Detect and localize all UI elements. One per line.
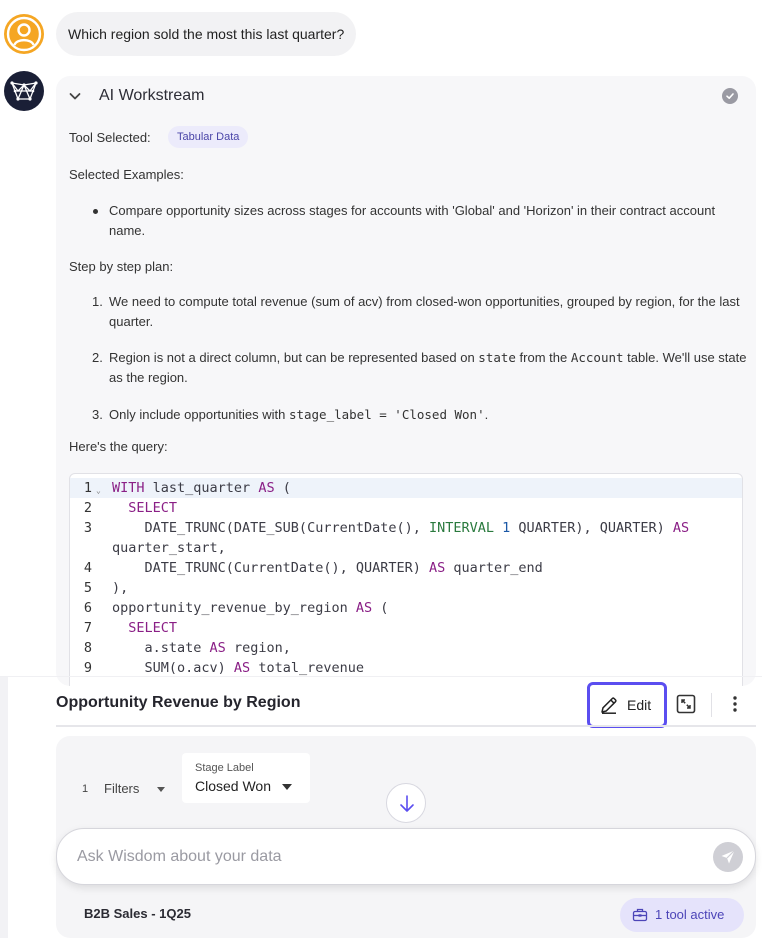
code-text: opportunity_revenue_by_region AS ( — [112, 600, 389, 616]
edit-label: Edit — [627, 697, 652, 713]
tool-active-label: 1 tool active — [655, 907, 725, 922]
panel-left-edge — [0, 677, 8, 938]
code-text: ), — [112, 580, 129, 596]
user-avatar — [4, 14, 44, 54]
plan-label: Step by step plan: — [69, 259, 174, 274]
filters-toggle[interactable]: Filters — [104, 781, 140, 796]
user-message: Which region sold the most this last quarter? — [56, 12, 356, 56]
scroll-down-button[interactable] — [386, 783, 426, 823]
filter-count: 1 — [82, 783, 89, 795]
send-button[interactable] — [713, 842, 743, 872]
pencil-icon — [599, 695, 619, 715]
send-icon — [720, 849, 736, 865]
code-line — [70, 518, 743, 538]
line-number: 5 — [83, 580, 92, 596]
line-number: 1 — [83, 480, 92, 496]
step-number: 3. — [92, 407, 103, 422]
code-line — [70, 558, 743, 578]
panel-divider — [0, 676, 762, 677]
ai-workstream-panel — [56, 76, 756, 686]
tool-selected-label: Tool Selected: — [69, 130, 151, 145]
fold-icon[interactable]: ⌄ — [96, 486, 101, 495]
line-number: 7 — [83, 620, 92, 636]
code-text: a.state AS region, — [112, 640, 291, 656]
code-text: DATE_TRUNC(DATE_SUB(CurrentDate(), INTERVAL 1 QUARTER), QUARTER) AS — [112, 520, 690, 536]
code-line — [70, 618, 743, 638]
assistant-avatar — [4, 71, 44, 111]
example-item: Compare opportunity sizes across stages for accounts with 'Global' and 'Horizon' in their contract account name. — [109, 203, 716, 238]
workstream-title: AI Workstream — [99, 87, 205, 104]
query-label: Here's the query: — [69, 439, 168, 454]
caret-down-icon[interactable] — [157, 787, 165, 792]
code-line — [70, 498, 743, 518]
stage-filter-value: Closed Won — [195, 778, 272, 794]
workstream-header[interactable] — [56, 76, 756, 116]
plan-step-1: We need to compute total revenue (sum of acv) from closed-won opportunities, grouped by region, for the last quarter. — [109, 294, 740, 329]
plan-step-3: Only include opportunities with stage_label = 'Closed Won'. — [109, 407, 489, 422]
chevron-down-icon[interactable] — [68, 89, 82, 103]
code-line — [70, 638, 743, 658]
line-number: 6 — [83, 600, 92, 616]
tool-active-button[interactable] — [620, 898, 744, 932]
line-number: 8 — [83, 640, 92, 656]
ask-input[interactable] — [77, 847, 677, 867]
step-number: 2. — [92, 350, 103, 365]
inline-code: stage_label = 'Closed Won' — [288, 407, 485, 422]
code-line — [70, 478, 743, 498]
dataset-context-label: B2B Sales - 1Q25 — [84, 906, 191, 921]
edit-button[interactable] — [587, 682, 667, 728]
stage-label-filter[interactable] — [182, 753, 310, 803]
check-circle-icon — [722, 88, 738, 104]
stage-filter-label: Stage Label — [195, 762, 254, 774]
code-text: WITH last_quarter AS ( — [112, 480, 291, 496]
line-number: 2 — [83, 500, 92, 516]
code-line — [70, 538, 743, 558]
bullet-dot — [93, 209, 98, 214]
expand-icon[interactable] — [676, 694, 696, 714]
code-line — [70, 578, 743, 598]
code-text: SELECT — [128, 620, 178, 636]
code-text: SUM(o.acv) AS total_revenue — [112, 660, 364, 676]
toolbox-icon — [632, 908, 648, 922]
user-icon — [4, 14, 44, 54]
code-text: quarter_start, — [112, 540, 226, 556]
selected-examples-label: Selected Examples: — [69, 167, 184, 182]
toolbar-separator — [711, 693, 712, 717]
inline-code: Account — [570, 350, 624, 365]
code-text: SELECT — [128, 500, 178, 516]
line-number: 9 — [83, 660, 92, 676]
more-options-icon[interactable] — [727, 694, 743, 714]
code-line — [70, 658, 743, 678]
code-line — [70, 598, 743, 618]
panel-rule — [56, 725, 756, 727]
ask-box — [56, 828, 756, 885]
sql-code-block[interactable] — [69, 473, 743, 686]
inline-code: state — [478, 350, 516, 365]
wisdom-logo-icon — [4, 71, 44, 111]
panel-title: Opportunity Revenue by Region — [56, 694, 301, 711]
step-number: 1. — [92, 294, 103, 309]
arrow-down-icon — [398, 794, 416, 814]
line-number: 4 — [83, 560, 92, 576]
tool-badge: Tabular Data — [168, 126, 248, 148]
caret-down-icon[interactable] — [282, 784, 292, 790]
code-text: DATE_TRUNC(CurrentDate(), QUARTER) AS quarter_end — [112, 560, 543, 576]
line-number: 3 — [83, 520, 92, 536]
plan-step-2: Region is not a direct column, but can be represented based on state from the Account table. We'll use state as the region. — [109, 350, 747, 385]
